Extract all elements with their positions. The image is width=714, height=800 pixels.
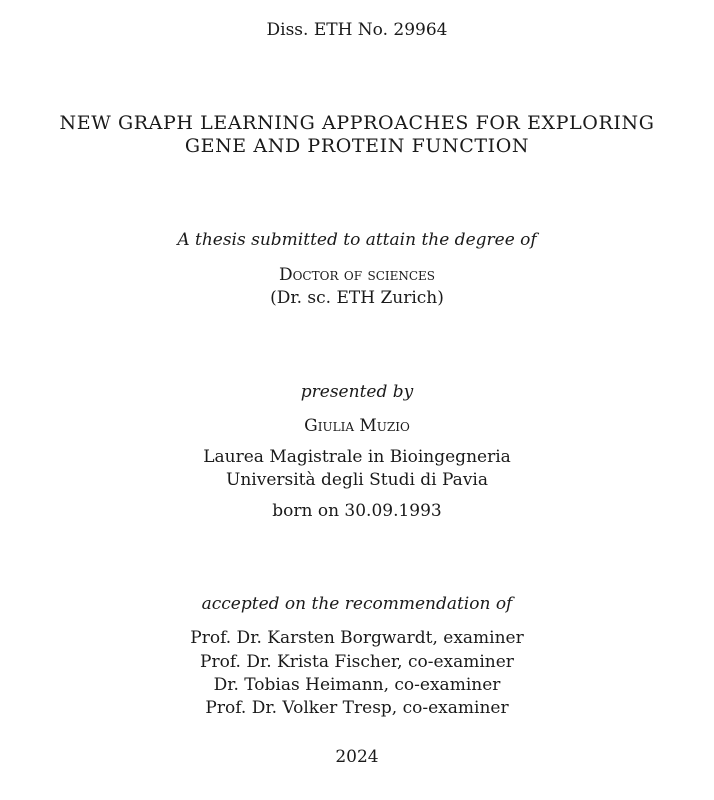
committee-member: Prof. Dr. Volker Tresp, co-examiner	[205, 698, 509, 718]
diss-number: Diss. ETH No. 29964	[266, 20, 448, 40]
degree-intro: A thesis submitted to attain the degree of	[177, 230, 537, 250]
degree-abbreviation: (Dr. sc. ETH Zurich)	[270, 288, 444, 308]
year: 2024	[335, 747, 379, 767]
presented-by: presented by	[300, 382, 414, 402]
author-prior-university: Università degli Studi di Pavia	[226, 470, 488, 490]
committee-member: Prof. Dr. Karsten Borgwardt, examiner	[190, 628, 524, 648]
author-name: Giulia Muzio	[304, 416, 410, 436]
committee-member: Prof. Dr. Krista Fischer, co-examiner	[200, 652, 514, 672]
degree-name: Doctor of sciences	[278, 265, 436, 285]
committee-member: Dr. Tobias Heimann, co-examiner	[213, 675, 501, 695]
thesis-title-line-2: GENE AND PROTEIN FUNCTION	[184, 135, 530, 157]
thesis-title-line-1: NEW GRAPH LEARNING APPROACHES FOR EXPLORING	[59, 112, 655, 134]
author-birth-date: born on 30.09.1993	[272, 501, 442, 521]
author-prior-degree: Laurea Magistrale in Bioingegneria	[203, 447, 511, 467]
committee-intro: accepted on the recommendation of	[201, 594, 513, 614]
